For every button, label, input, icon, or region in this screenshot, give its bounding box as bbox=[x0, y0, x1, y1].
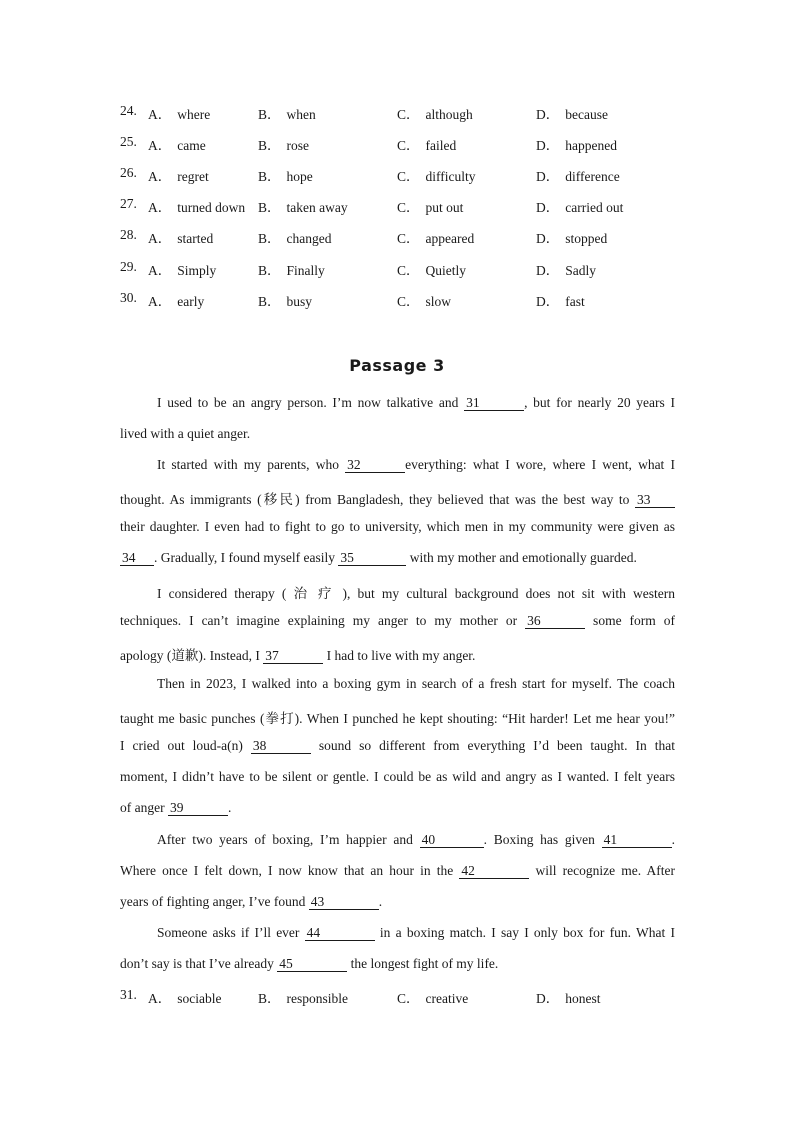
option-letter: B． bbox=[258, 991, 281, 1006]
option-letter: C． bbox=[397, 107, 420, 122]
blank-43: 43 bbox=[309, 895, 379, 910]
question-number: 26. bbox=[120, 165, 137, 181]
question-number: 28. bbox=[120, 227, 137, 243]
blank-36: 36 bbox=[525, 614, 585, 629]
option-text: difficulty bbox=[425, 169, 476, 185]
option-a bbox=[148, 196, 245, 216]
option-c bbox=[397, 987, 468, 1007]
blank-44: 44 bbox=[305, 926, 375, 941]
option-text: stopped bbox=[565, 231, 608, 247]
option-text: turned down bbox=[177, 200, 246, 216]
passage-text: will recognize me. After bbox=[529, 863, 675, 878]
passage-text: . Gradually, I found myself easily bbox=[154, 550, 339, 565]
option-text: early bbox=[177, 293, 205, 309]
option-letter: D． bbox=[536, 200, 560, 216]
passage-text: apology (道歉). Instead, I bbox=[120, 648, 264, 663]
option-letter: D． bbox=[536, 107, 560, 122]
question-number: 30. bbox=[120, 289, 137, 305]
option-letter: C． bbox=[397, 231, 420, 247]
option-letter: A． bbox=[148, 107, 172, 122]
option-d bbox=[536, 196, 623, 216]
passage-line bbox=[120, 488, 675, 508]
passage-text: I considered therapy ( 治 疗 ), but my cultural background does not sit with western bbox=[157, 586, 675, 601]
passage-text: . bbox=[227, 800, 232, 815]
option-a bbox=[148, 227, 213, 247]
option-a bbox=[148, 259, 216, 279]
blank-41: 41 bbox=[602, 833, 672, 848]
blank-32: 32 bbox=[345, 458, 405, 473]
option-letter: B． bbox=[258, 262, 281, 278]
question-number: 25. bbox=[120, 134, 137, 150]
passage-text: some form of bbox=[585, 613, 676, 628]
option-letter: A． bbox=[148, 169, 172, 185]
passage-text: thought. As immigrants (移民) from Bangladesh, they believed that was the best way to bbox=[120, 492, 635, 507]
option-d bbox=[536, 290, 585, 310]
option-text: when bbox=[286, 107, 316, 122]
passage-line bbox=[120, 956, 675, 972]
blank-34: 34 bbox=[120, 551, 154, 566]
option-letter: B． bbox=[258, 107, 281, 122]
question-number: 27. bbox=[120, 196, 137, 212]
option-b bbox=[258, 259, 325, 279]
passage-text: years of fighting anger, I’ve found bbox=[120, 894, 309, 909]
option-text: responsible bbox=[286, 991, 349, 1006]
passage-line bbox=[120, 613, 675, 629]
passage-line bbox=[120, 644, 675, 664]
blank-35: 35 bbox=[338, 551, 406, 566]
option-text: fast bbox=[565, 293, 585, 309]
option-letter: C． bbox=[397, 138, 420, 154]
option-letter: A． bbox=[148, 293, 172, 309]
option-a bbox=[148, 103, 210, 123]
option-d bbox=[536, 103, 608, 123]
question-number: 31. bbox=[120, 987, 137, 1002]
option-letter: A． bbox=[148, 991, 172, 1006]
option-text: Quietly bbox=[425, 262, 467, 278]
option-letter: D． bbox=[536, 991, 560, 1006]
passage-text: , but for nearly 20 years I bbox=[524, 395, 676, 410]
option-letter: C． bbox=[397, 991, 420, 1006]
passage-text: moment, I didn’t have to be silent or gentle. I could be as wild and angry as I wanted. I felt years bbox=[120, 769, 675, 784]
passage-text: don’t say is that I’ve already bbox=[120, 956, 278, 971]
passage-text: . Boxing has given bbox=[483, 832, 602, 847]
passage-line bbox=[157, 676, 675, 692]
option-letter: D． bbox=[536, 138, 560, 154]
passage-text: . bbox=[671, 832, 675, 847]
option-b bbox=[258, 290, 312, 310]
blank-37: 37 bbox=[263, 649, 323, 664]
blank-40: 40 bbox=[420, 833, 484, 848]
option-text: taken away bbox=[286, 200, 348, 216]
blank-33: 33 bbox=[635, 493, 675, 508]
option-a bbox=[148, 290, 204, 310]
passage-text: Then in 2023, I walked into a boxing gym in search of a fresh start for myself. The coach bbox=[157, 676, 675, 691]
option-text: came bbox=[177, 138, 206, 154]
option-d bbox=[536, 259, 596, 279]
option-text: where bbox=[177, 107, 211, 122]
passage-line bbox=[157, 832, 675, 848]
option-b bbox=[258, 134, 309, 154]
option-d bbox=[536, 227, 607, 247]
option-d bbox=[536, 134, 617, 154]
option-text: Simply bbox=[177, 262, 217, 278]
option-text: although bbox=[425, 107, 473, 122]
option-text: appeared bbox=[425, 231, 475, 247]
option-text: Finally bbox=[286, 262, 325, 278]
option-letter: A． bbox=[148, 200, 172, 216]
option-c bbox=[397, 165, 476, 185]
option-c bbox=[397, 290, 451, 310]
passage-title: Passage 3 bbox=[349, 356, 445, 375]
option-text: honest bbox=[565, 991, 601, 1006]
option-text: because bbox=[565, 107, 608, 122]
passage-line bbox=[120, 426, 675, 442]
option-letter: D． bbox=[536, 262, 560, 278]
option-c bbox=[397, 227, 474, 247]
option-b bbox=[258, 103, 316, 123]
option-letter: C． bbox=[397, 169, 420, 185]
option-text: regret bbox=[177, 169, 209, 185]
option-a bbox=[148, 134, 206, 154]
passage-text: After two years of boxing, I’m happier and bbox=[157, 832, 420, 847]
passage-line bbox=[157, 457, 675, 473]
option-text: started bbox=[177, 231, 214, 247]
option-text: changed bbox=[286, 231, 332, 247]
option-text: sociable bbox=[177, 991, 222, 1006]
option-c bbox=[397, 134, 456, 154]
passage-line bbox=[120, 800, 675, 816]
question-number: 24. bbox=[120, 103, 137, 118]
option-text: carried out bbox=[565, 200, 624, 216]
option-b bbox=[258, 165, 313, 185]
option-d bbox=[536, 987, 601, 1007]
passage-text: the longest fight of my life. bbox=[347, 956, 499, 971]
option-text: Sadly bbox=[565, 262, 597, 278]
passage-text: I used to be an angry person. I’m now talkative and bbox=[157, 395, 465, 410]
option-c bbox=[397, 103, 473, 123]
passage-text: lived with a quiet anger. bbox=[120, 426, 251, 441]
option-c bbox=[397, 259, 466, 279]
passage-line bbox=[120, 863, 675, 879]
option-letter: D． bbox=[536, 169, 560, 185]
option-text: put out bbox=[425, 200, 464, 216]
option-text: difference bbox=[565, 169, 620, 185]
passage-line bbox=[157, 925, 675, 941]
passage-text: taught me basic punches (拳打). When I punched he kept shouting: “Hit harder! Let me hear you!” bbox=[120, 711, 675, 726]
option-text: rose bbox=[286, 138, 310, 154]
option-letter: B． bbox=[258, 169, 281, 185]
option-text: creative bbox=[425, 991, 469, 1006]
option-c bbox=[397, 196, 463, 216]
option-d bbox=[536, 165, 620, 185]
option-text: hope bbox=[286, 169, 313, 185]
passage-line bbox=[120, 707, 675, 727]
passage-line bbox=[157, 395, 675, 411]
option-letter: C． bbox=[397, 293, 420, 309]
passage-text: It started with my parents, who bbox=[157, 457, 346, 472]
passage-text: Someone asks if I’ll ever bbox=[157, 925, 305, 940]
passage-text: with my mother and emotionally guarded. bbox=[406, 550, 637, 565]
passage-line bbox=[120, 894, 675, 910]
passage-line bbox=[157, 582, 675, 602]
blank-31: 31 bbox=[464, 396, 524, 411]
passage-text: I had to live with my anger. bbox=[323, 648, 476, 663]
option-b bbox=[258, 987, 348, 1007]
option-letter: C． bbox=[397, 200, 420, 216]
passage-line bbox=[120, 519, 675, 535]
option-letter: B． bbox=[258, 231, 281, 247]
passage-line bbox=[120, 738, 675, 754]
blank-39: 39 bbox=[168, 801, 228, 816]
option-letter: A． bbox=[148, 262, 172, 278]
option-b bbox=[258, 196, 348, 216]
passage-text: their daughter. I even had to fight to go to university, which men in my community were given as bbox=[120, 519, 675, 534]
passage-text: I cried out loud-a(n) bbox=[120, 738, 251, 753]
option-letter: A． bbox=[148, 138, 172, 154]
option-text: busy bbox=[286, 293, 313, 309]
option-letter: D． bbox=[536, 293, 560, 309]
passage-text: of anger bbox=[120, 800, 168, 815]
blank-45: 45 bbox=[277, 957, 347, 972]
passage-line bbox=[120, 769, 675, 785]
option-text: slow bbox=[425, 293, 452, 309]
option-b bbox=[258, 227, 332, 247]
option-text: failed bbox=[425, 138, 457, 154]
option-a bbox=[148, 165, 209, 185]
passage-text: Where once I felt down, I now know that an hour in the bbox=[120, 863, 460, 878]
passage-text: techniques. I can’t imagine explaining my anger to my mother or bbox=[120, 613, 526, 628]
blank-42: 42 bbox=[459, 864, 529, 879]
passage-text: . bbox=[378, 894, 383, 909]
passage-line bbox=[120, 550, 675, 566]
question-number: 29. bbox=[120, 258, 137, 274]
option-letter: D． bbox=[536, 231, 560, 247]
passage-text: everything: what I wore, where I went, what I bbox=[405, 457, 675, 472]
blank-38: 38 bbox=[251, 739, 311, 754]
passage-text: in a boxing match. I say I only box for fun. What I bbox=[374, 925, 675, 940]
option-a bbox=[148, 987, 221, 1007]
option-letter: B． bbox=[258, 138, 281, 154]
option-letter: B． bbox=[258, 200, 281, 216]
option-letter: C． bbox=[397, 262, 420, 278]
option-letter: B． bbox=[258, 293, 281, 309]
option-text: happened bbox=[565, 138, 617, 154]
option-letter: A． bbox=[148, 231, 172, 247]
passage-text: sound so different from everything I’d been taught. In that bbox=[310, 738, 675, 753]
